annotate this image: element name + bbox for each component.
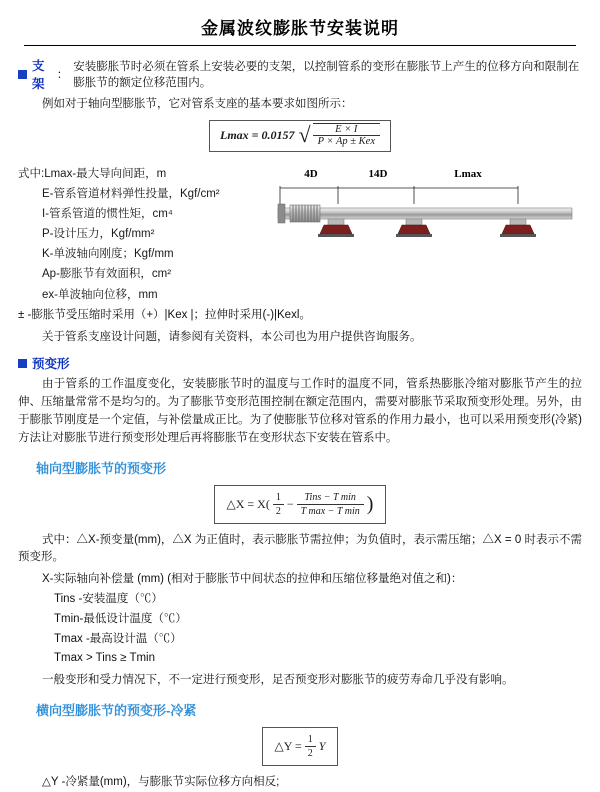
- formula-axial-frac-den: T max − T min: [300, 505, 360, 517]
- subheading-lateral: 横向型膨胀节的预变形-冷紧: [36, 703, 197, 719]
- legend-item: K-单波轴向刚度；Kgf/mm: [42, 248, 174, 261]
- legend-item: P-设计压力，Kgf/mm²: [42, 228, 155, 241]
- section-heading-predeform-label: 预变形: [32, 357, 70, 372]
- formula-lmax-fraction: [313, 123, 380, 147]
- legend-and-figure: [18, 160, 582, 305]
- figure-labels: [276, 168, 582, 180]
- formula-axial-rhs: ): [366, 493, 374, 516]
- legend-item: 式中:Lmax-最大导向间距，m: [18, 167, 167, 180]
- formula-axial-minus: −: [286, 496, 294, 511]
- axial-description: 式中：△X-预变量(mm)，△X 为正值时，表示膨胀节需拉伸；为负值时，表示需压缩；△X = 0 时表示不需预变形。: [18, 533, 582, 564]
- bracket-paragraph-inline: 安装膨胀节时必须在管系上安装必要的支架，以控制管系的变形在膨胀节上产生的位移方向和限制在膨胀节的额定位移范围内。: [73, 61, 580, 89]
- formula-lateral-half-den: 2: [307, 748, 313, 760]
- formula-lateral-rhs: Y: [318, 739, 326, 754]
- axial-item: Tins -安装温度（℃）: [54, 593, 163, 605]
- contact-note: 关于管系支座设计问题，请参阅有关资料，本公司也为用户提供咨询服务。: [42, 330, 422, 343]
- formula-axial-half: [273, 492, 284, 517]
- formula-axial: [214, 485, 387, 524]
- legend-item: I-管系管道的惯性矩，cm⁴: [42, 208, 173, 221]
- pipe-diagram-svg: [276, 182, 576, 244]
- formula-lmax-denominator: P × Ap ± Kex: [317, 135, 375, 147]
- lateral-description: △Y -冷紧量(mm)，与膨胀节实际位移方向相反;: [42, 776, 280, 789]
- predeform-paragraph: 由于管系的工作温度变化，安装膨胀节时的温度与工作时的温度不同，管系热膨胀冷缩对膨胀节产生的拉伸、压缩量常常不是均匀的。为了膨胀节变形范围控制在额定范围内，需要对膨胀节采取预变形处理。另外，由于膨胀节刚度是一个定值，与补偿量成正比。为了使膨胀节位移对管系的作用力最小，也可以采用预变形(冷紧)方法让对膨胀节进行预变形处理后再将膨胀节在变形状态下安装在管系中。: [18, 378, 582, 444]
- bracket-paragraph-2: 例如对于轴向型膨胀节，它对管系支座的基本要求如图所示：: [42, 98, 353, 110]
- figure-label-lmax: Lmax: [454, 167, 482, 180]
- legend-item-pm: ± -膨胀节受压缩时采用（+）|Kex |；拉伸时采用(-)|Kexl。: [18, 308, 311, 321]
- formula-axial-frac-num: Tins − T min: [297, 492, 364, 505]
- bracket-figure: [276, 160, 582, 244]
- formula-axial-lhs: △X = X(: [226, 496, 270, 511]
- subheading-axial: 轴向型膨胀节的预变形: [36, 460, 167, 476]
- document-page: [0, 14, 600, 789]
- formula-axial-wrap: [18, 485, 582, 524]
- legend-item: E-管系管道材料弹性投量，Kgf/cm²: [42, 187, 220, 200]
- formula-lmax-lhs: Lmax = 0.0157: [220, 128, 295, 143]
- section-heading-bracket: 支架 ： 安装膨胀节时必须在管系上安装必要的支架，以控制管系的变形在膨胀节上产生的位移方向和限制在膨胀节的额定位移范围内。: [18, 56, 582, 92]
- formula-lateral-lhs: △Y =: [274, 739, 302, 754]
- formula-lmax-numerator: E × I: [313, 124, 380, 136]
- legend-item: Ap-膨胀节有效面积，cm²: [42, 268, 172, 281]
- formula-axial-half-den: 2: [275, 505, 281, 517]
- square-bullet-icon: [18, 359, 27, 368]
- figure-drawing: [276, 182, 582, 244]
- legend-list: [18, 164, 276, 305]
- formula-lateral-wrap: [18, 727, 582, 766]
- square-bullet-icon: [18, 70, 27, 79]
- axial-item: X-实际轴向补偿量 (mm) (相对于膨胀节中间状态的拉伸和压缩位移量绝对值之和)：: [42, 573, 463, 586]
- axial-items: [18, 571, 582, 668]
- formula-lateral-half-num: 1: [305, 734, 316, 747]
- figure-label-4d: 4D: [304, 167, 318, 180]
- axial-tail: 一般变形和受力情况下，不一定进行预变形，足否预变形对膨胀节的疲劳寿命几乎没有影响。: [42, 674, 514, 687]
- formula-axial-fraction: [297, 492, 364, 517]
- legend-item: ex-单波轴向位移，mm: [42, 288, 158, 301]
- page-title: 金属波纹膨胀节安装说明: [201, 19, 399, 38]
- document-content: [0, 56, 600, 792]
- formula-lateral: [262, 727, 339, 766]
- formula-lateral-half: [305, 734, 316, 759]
- figure-label-14d: 14D: [368, 167, 388, 180]
- formula-lmax: [18, 120, 582, 152]
- axial-item: Tmax -最高设计温（℃）: [54, 632, 182, 645]
- formula-lmax-radical: [298, 121, 380, 147]
- section-heading-bracket-label: 支架: [32, 59, 45, 91]
- axial-item: Tmax > Tins ≥ Tmin: [54, 652, 155, 665]
- title-divider: [24, 45, 576, 46]
- radical-icon: √: [298, 121, 311, 147]
- formula-axial-half-num: 1: [273, 492, 284, 505]
- section-heading-predeform: [18, 354, 582, 372]
- axial-item: Tmin-最低设计温度（℃）: [54, 612, 187, 625]
